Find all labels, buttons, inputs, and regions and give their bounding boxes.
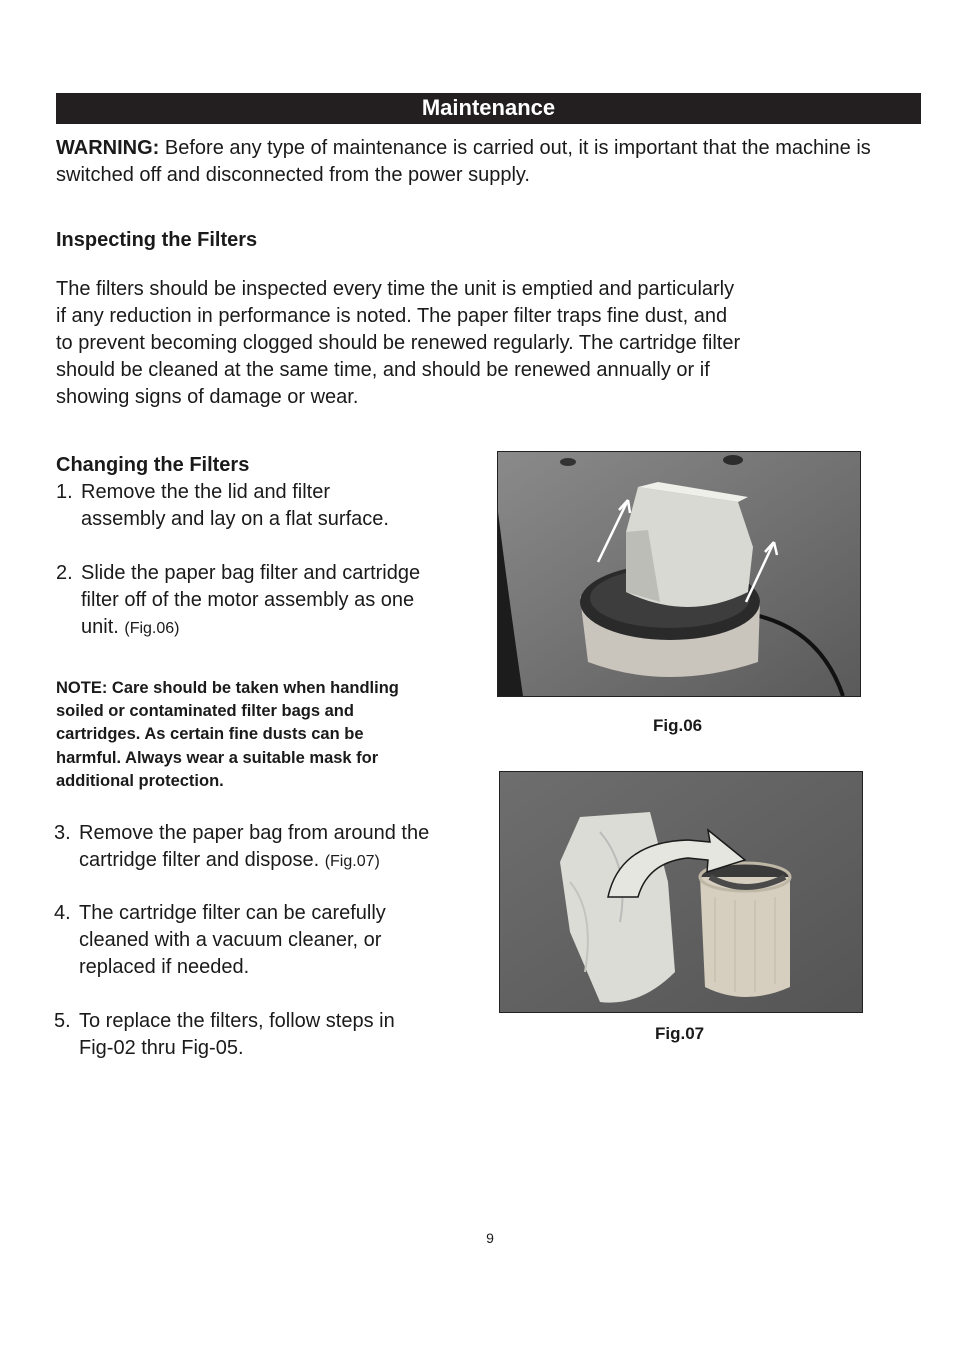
step-line: cartridge filter and dispose. [79,849,320,871]
note-line: additional protection. [56,771,224,790]
warning-label: WARNING: [56,137,160,159]
step-4 [54,900,484,981]
fig07-caption: Fig.07 [655,1024,705,1043]
warning-text: Before any type of maintenance is carried out, it is important that the machine is switched off and disconnected from the power supply. [56,137,871,186]
step-line: Remove the paper bag from around the [79,822,430,844]
step-1 [56,479,476,533]
step-line: replaced if needed. [79,956,250,978]
step-line: assembly and lay on a flat surface. [81,508,389,530]
note-line: NOTE: Care should be taken when handling [56,679,399,697]
inspecting-line: should be cleaned at the same time, and should be renewed annually or if [56,359,710,381]
step-3 [54,820,484,875]
page-number: 9 [486,1230,494,1246]
safety-note [56,677,476,793]
step-number: 3. [54,822,71,844]
figure-reference: (Fig.06) [124,620,180,637]
step-number: 2. [56,562,73,584]
step-line: Slide the paper bag filter and cartridge [81,562,421,584]
step-number: 5. [54,1010,71,1032]
inspecting-line: to prevent becoming clogged should be renewed regularly. The cartridge filter [56,332,741,354]
fig06-photo [497,451,861,697]
section-banner: Maintenance [56,93,921,124]
changing-heading: Changing the Filters [56,454,250,476]
fig06-illustration [498,452,860,696]
inspecting-paragraph [56,276,846,411]
step-line: Fig-02 thru Fig-05. [79,1037,244,1059]
step-line: To replace the filters, follow steps in [79,1010,395,1032]
step-line: The cartridge filter can be carefully [79,902,386,924]
inspecting-heading: Inspecting the Filters [56,229,258,251]
fig07-illustration [500,772,862,1012]
fig07-photo [499,771,863,1013]
figure-reference: (Fig.07) [324,853,380,870]
note-line: cartridges. As certain fine dusts can be [56,725,364,744]
step-5 [54,1008,484,1062]
fig06-caption: Fig.06 [653,716,703,735]
step-number: 1. [56,481,73,503]
step-line: cleaned with a vacuum cleaner, or [79,929,382,951]
inspecting-line: The filters should be inspected every time the unit is emptied and particularly [56,278,735,300]
note-line: soiled or contaminated filter bags and [56,702,354,721]
step-line: unit. [81,616,119,638]
step-2 [56,560,476,642]
step-line: filter off of the motor assembly as one [81,589,415,611]
inspecting-line: showing signs of damage or wear. [56,386,359,408]
inspecting-line: if any reduction in performance is noted. The paper filter traps fine dust, and [56,305,728,327]
warning-paragraph [56,135,886,189]
step-line: Remove the the lid and filter [81,481,331,503]
note-line: harmful. Always wear a suitable mask for [56,748,379,767]
step-number: 4. [54,902,71,924]
